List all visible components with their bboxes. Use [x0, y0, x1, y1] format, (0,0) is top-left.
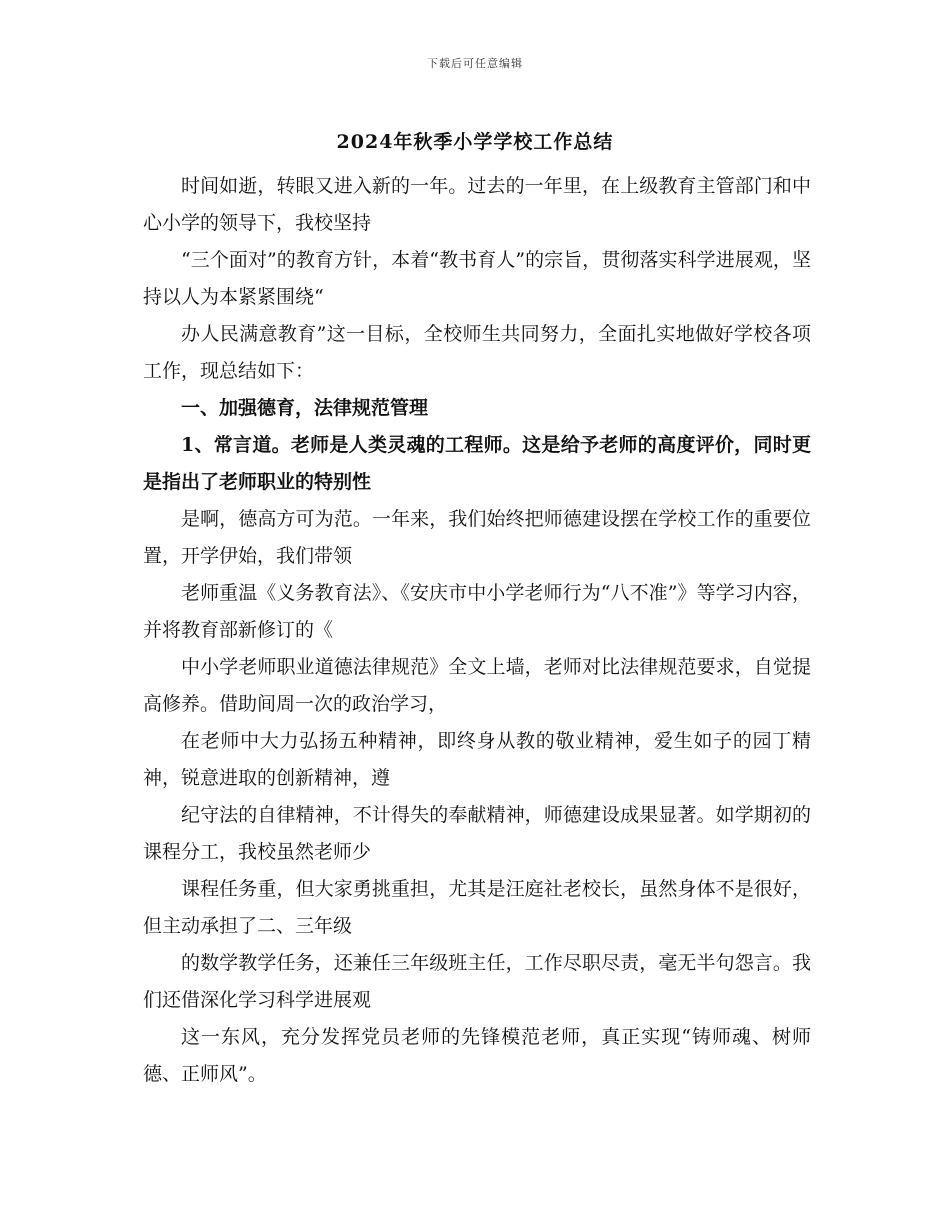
document-body: [143, 168, 811, 1093]
document-title: 2024年秋季小学学校工作总结: [336, 131, 614, 153]
paragraph-9: 课程任务重，但大家勇挑重担，尤其是汪庭社老校长，虽然身体不是很好，但主动承担了二、三年级: [143, 878, 811, 937]
section-heading-1: 一、加强德育，法律规范管理: [181, 397, 429, 419]
subsection-heading-1: 1、常言道。老师是人类灵魂的工程师。这是给予老师的高度评价，同时更是指出了老师职业的特别性: [143, 434, 811, 493]
paragraph-7: 在老师中大力弘扬五种精神，即终身从教的敬业精神，爱生如子的园丁精神，锐意进取的创新精神，遵: [143, 730, 811, 789]
paragraph-1: 时间如逝，转眼又进入新的一年。过去的一年里，在上级教育主管部门和中心小学的领导下，我校坚持: [143, 175, 811, 234]
paragraph-3: 办人民满意教育”这一目标，全校师生共同努力，全面扎实地做好学校各项工作，现总结如下：: [143, 323, 811, 382]
paragraph-11: 这一东风，充分发挥党员老师的先锋模范老师，真正实现“铸师魂、树师德、正师风”。: [143, 1026, 811, 1085]
paragraph-8: 纪守法的自律精神，不计得失的奉献精神，师德建设成果显著。如学期初的课程分工，我校虽然老师少: [143, 804, 811, 863]
paragraph-6: 中小学老师职业道德法律规范》全文上墙，老师对比法律规范要求，自觉提高修养。借助间周一次的政治学习，: [143, 656, 811, 715]
paragraph-4: 是啊，德高方可为范。一年来，我们始终把师德建设摆在学校工作的重要位置，开学伊始，我们带领: [143, 508, 811, 567]
paragraph-2: “三个面对”的教育方针，本着“教书育人”的宗旨，贯彻落实科学进展观，坚持以人为本紧紧围绕“: [143, 249, 811, 308]
header-note: 下载后可任意编辑: [427, 57, 523, 70]
paragraph-10: 的数学教学任务，还兼任三年级班主任，工作尽职尽责，毫无半句怨言。我们还借深化学习科学进展观: [143, 952, 811, 1011]
paragraph-5: 老师重温《义务教育法》、《安庆市中小学老师行为“八不准”》等学习内容，并将教育部新修订的《: [143, 582, 811, 641]
